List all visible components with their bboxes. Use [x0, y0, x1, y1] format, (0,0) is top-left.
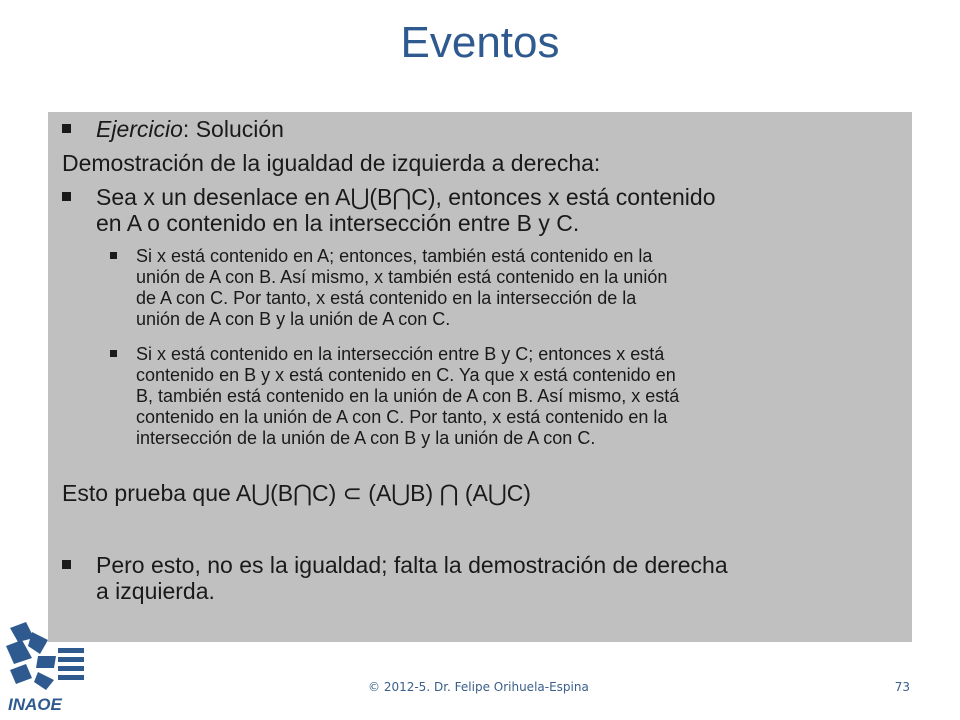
sub-bullet-marker [110, 252, 117, 259]
sub2-line: contenido en B y x está contenido en C. Ya que x está contenido en [136, 365, 676, 385]
exercise-heading [96, 116, 284, 143]
sub1-line: unión de A con B. Así mismo, x también está contenido en la unión [136, 267, 668, 287]
sub1-line: de A con C. Por tanto, x está contenido en la intersección de la [136, 288, 637, 308]
sub2-line: intersección de la unión de A con B y la unión de A con C. [136, 428, 596, 448]
bullet-marker [62, 560, 71, 569]
sub2-line: contenido en la unión de A con C. Por tanto, x está contenido en la [136, 407, 668, 427]
demo-intro: Demostración de la igualdad de izquierda a derecha: [62, 150, 601, 176]
page-number: 73 [894, 680, 910, 694]
exercise-rest: : Solución [182, 116, 284, 142]
sub1-line: unión de A con B y la unión de A con C. [136, 309, 451, 329]
proof-line: Esto prueba que A⋃(B⋂C) ⊂ (A⋃B) ⋂ (A⋃C) [62, 480, 531, 506]
exercise-label: Ejercicio [96, 116, 183, 142]
bullet1-line1: Sea x un desenlace en A⋃(B⋂C), entonces x está contenido [96, 184, 716, 210]
bullet1-line2: en A o contenido en la intersección entre B y C. [96, 210, 580, 236]
sub2-line: Si x está contenido en la intersección entre B y C; entonces x está [136, 344, 665, 364]
bullet2-line1: Pero esto, no es la igualdad; falta la demostración de derecha [96, 552, 728, 578]
sub-bullet-marker [110, 350, 117, 357]
logo-text: INAOE [8, 695, 62, 714]
inaoe-logo [4, 620, 88, 716]
bullet2-line2: a izquierda. [96, 578, 215, 604]
sub2-line: B, también está contenido en la unión de A con B. Así mismo, x está [136, 386, 680, 406]
slide-title: Eventos [400, 18, 560, 67]
bullet-marker [62, 192, 71, 201]
bullet-marker [62, 124, 71, 133]
footer-copyright: © 2012-5. Dr. Felipe Orihuela-Espina [368, 680, 589, 694]
sub1-line: Si x está contenido en A; entonces, también está contenido en la [136, 246, 653, 266]
